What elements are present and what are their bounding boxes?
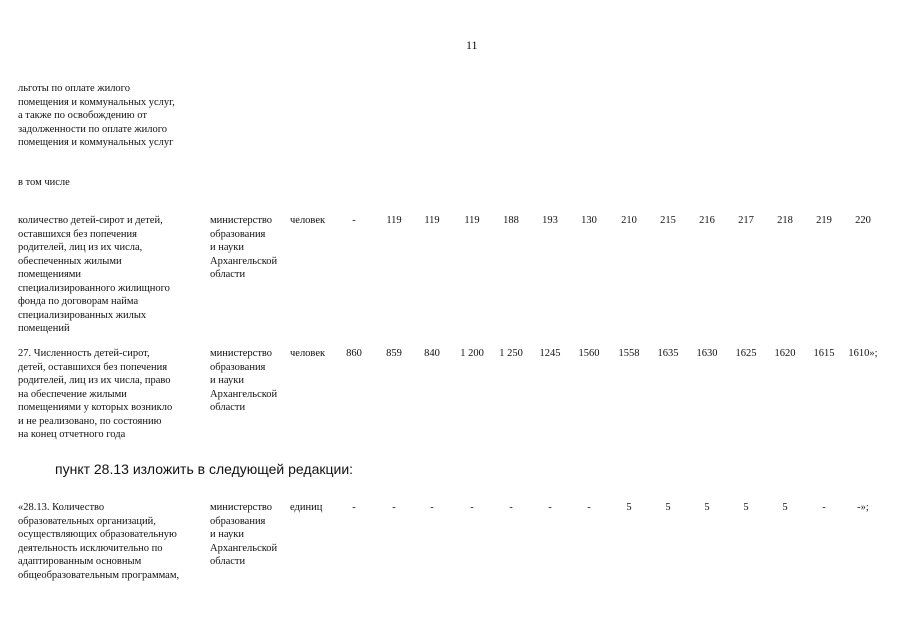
value-cell: 5 bbox=[665, 502, 671, 513]
in-that-number-label: в том числе bbox=[18, 177, 70, 188]
value-cell: 1 200 bbox=[460, 348, 484, 359]
value-cell: - bbox=[470, 502, 474, 513]
responsible-body: министерство образования и науки Архангельской области bbox=[210, 348, 278, 413]
value-cell: 5 bbox=[743, 502, 749, 513]
value-cell: - bbox=[587, 502, 591, 513]
value-cells bbox=[0, 214, 905, 228]
value-cell: 119 bbox=[386, 215, 402, 226]
value-cell: 860 bbox=[346, 348, 362, 359]
section-heading: пункт 28.13 изложить в следующей редакции: bbox=[55, 461, 354, 477]
value-cell: 188 bbox=[503, 215, 519, 226]
value-cell: 220 bbox=[855, 215, 871, 226]
continuation-text: льготы по оплате жилого помещения и коммунальных услуг, а также по освобождению от задолженности по оплате жилого помещения и коммунальных услуг bbox=[18, 83, 175, 148]
value-cell: 193 bbox=[542, 215, 558, 226]
value-cell: 1610»; bbox=[848, 348, 878, 359]
value-cell: 1630 bbox=[696, 348, 718, 359]
value-cell: 1560 bbox=[578, 348, 600, 359]
value-cell: - bbox=[352, 215, 356, 226]
value-cell: 1625 bbox=[735, 348, 757, 359]
value-cell: 859 bbox=[386, 348, 402, 359]
value-cell: 217 bbox=[738, 215, 754, 226]
value-cell: - bbox=[352, 502, 356, 513]
value-cell: 5 bbox=[704, 502, 710, 513]
value-cell: 130 bbox=[581, 215, 597, 226]
unit-of-measure: человек bbox=[290, 215, 326, 226]
value-cell: 119 bbox=[464, 215, 480, 226]
value-cells bbox=[0, 501, 905, 515]
value-cell: - bbox=[392, 502, 396, 513]
value-cell: 1635 bbox=[657, 348, 679, 359]
value-cell: -»; bbox=[857, 502, 869, 513]
value-cell: 119 bbox=[424, 215, 440, 226]
indicator-name: «28.13. Количество образовательных организаций, осуществляющих образовательную деятельность исключительно по адаптированным основным общеобразовательным программам, bbox=[18, 502, 180, 581]
indicator-name: количество детей-сирот и детей, оставшихся без попечения родителей, лиц из их числа, обеспеченных жилыми помещениями специализированного жилищного фонда по договорам найма специализированных жилых помещений bbox=[18, 215, 170, 334]
page-number: 11 bbox=[466, 38, 478, 52]
value-cell: 219 bbox=[816, 215, 832, 226]
value-cell: - bbox=[548, 502, 552, 513]
value-cell: 1615 bbox=[813, 348, 835, 359]
responsible-body: министерство образования и науки Архангельской области bbox=[210, 502, 278, 567]
value-cell: 1620 bbox=[774, 348, 796, 359]
unit-of-measure: человек bbox=[290, 348, 326, 359]
value-cell: 5 bbox=[626, 502, 632, 513]
value-cell: 210 bbox=[621, 215, 637, 226]
value-cell: 1558 bbox=[618, 348, 640, 359]
value-cell: 218 bbox=[777, 215, 793, 226]
responsible-body: министерство образования и науки Архангельской области bbox=[210, 215, 278, 280]
value-cell: 1245 bbox=[539, 348, 561, 359]
value-cells bbox=[0, 347, 905, 361]
unit-of-measure: единиц bbox=[290, 502, 323, 513]
value-cell: 216 bbox=[699, 215, 715, 226]
value-cell: - bbox=[822, 502, 826, 513]
indicator-name: 27. Численность детей-сирот, детей, оставшихся без попечения родителей, лиц из их числа, право на обеспечение жилыми помещениями у которых возникло и не реализовано, по состоянию на конец отчетного года bbox=[18, 348, 173, 440]
value-cell: - bbox=[430, 502, 434, 513]
value-cell: - bbox=[509, 502, 513, 513]
value-cell: 5 bbox=[782, 502, 788, 513]
value-cell: 840 bbox=[424, 348, 440, 359]
value-cell: 215 bbox=[660, 215, 676, 226]
value-cell: 1 250 bbox=[499, 348, 523, 359]
